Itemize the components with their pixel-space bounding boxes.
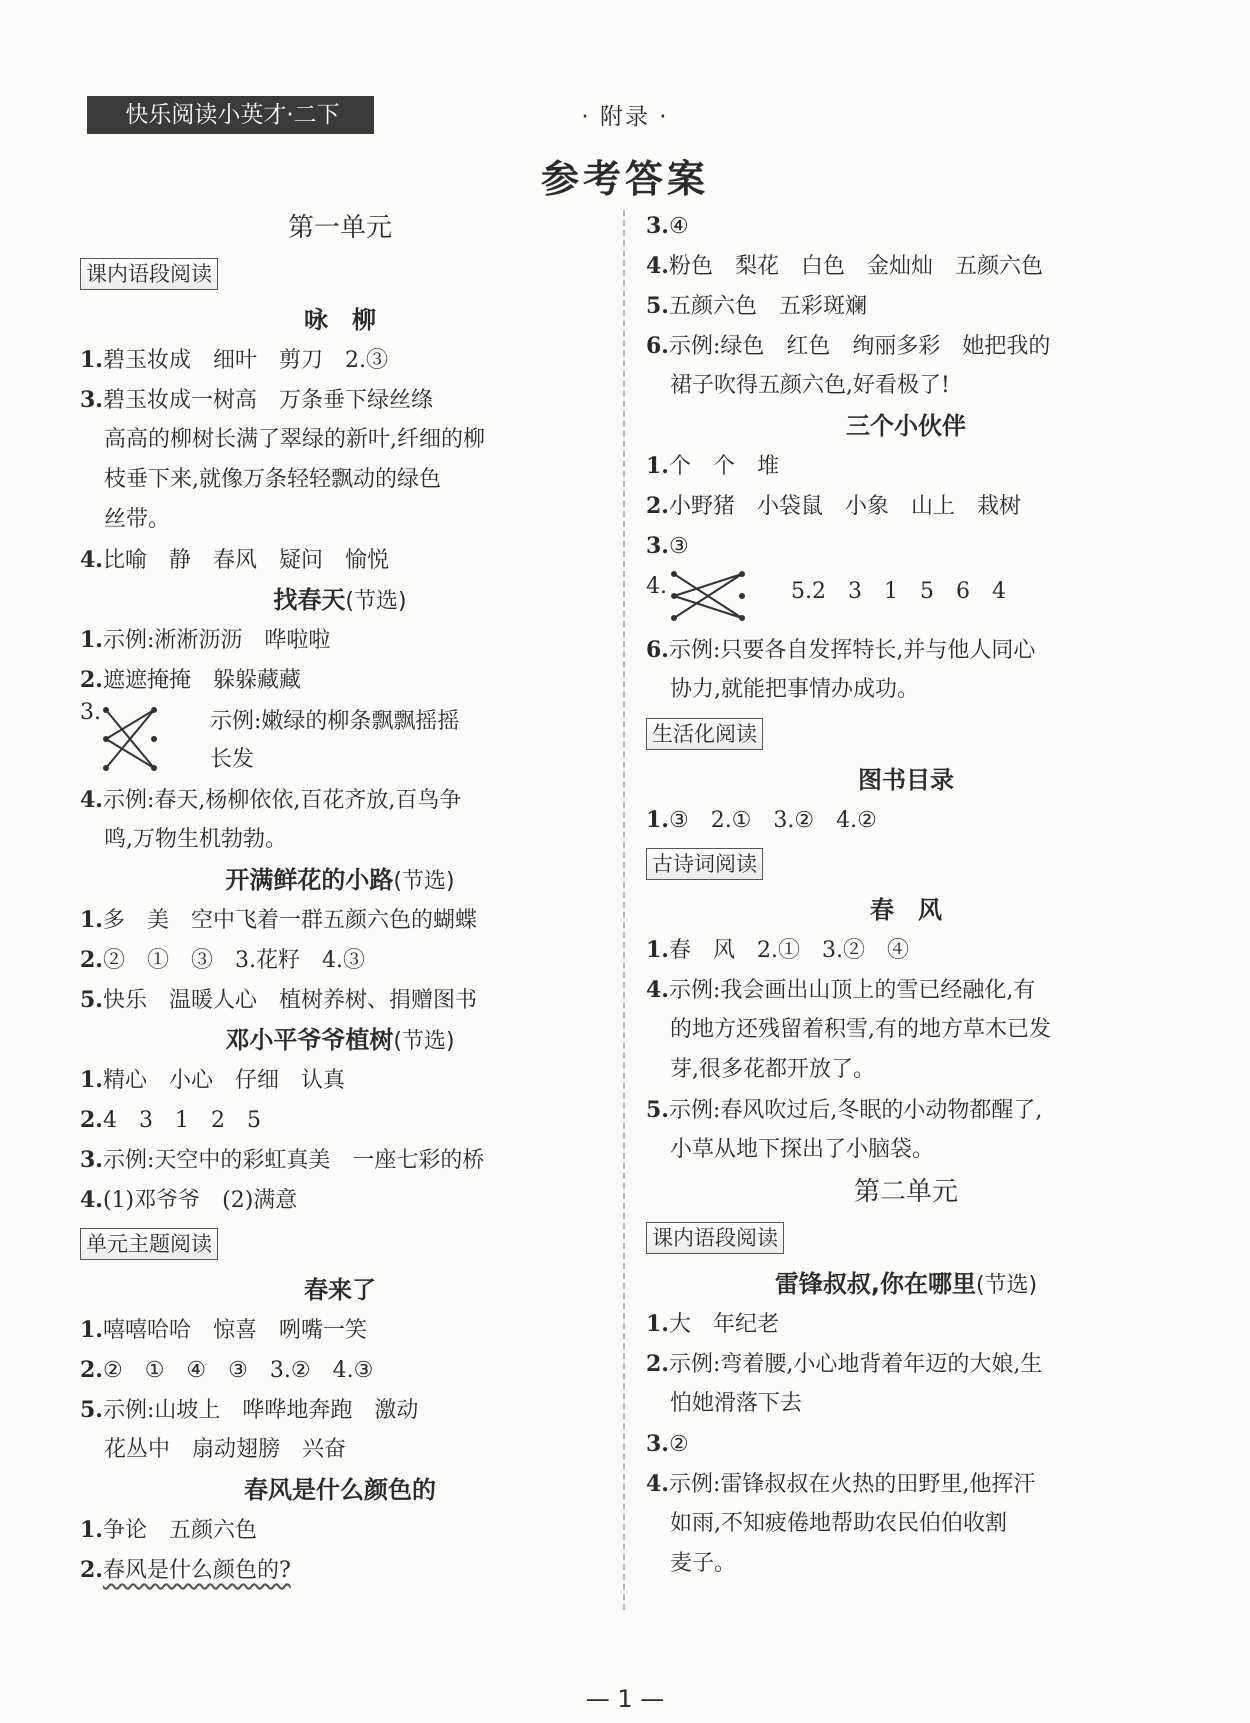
article-title <box>80 300 600 340</box>
answer-text: 粉色 梨花 白色 金灿灿 五颜六色 <box>668 254 1043 279</box>
column-divider <box>623 210 625 1610</box>
article-title <box>80 1470 600 1510</box>
answer-item <box>80 660 600 700</box>
section-label-text: 课内语段阅读 <box>80 258 218 290</box>
answer-number: 2. <box>646 1351 669 1377</box>
article-title-text: 雷锋叔叔,你在哪里 <box>774 1270 976 1298</box>
answer-number: 2. <box>80 667 103 693</box>
answer-item <box>80 620 600 660</box>
answer-text: 示例:我会画出山顶上的雪已经融化,有 <box>668 978 1036 1003</box>
answer-item <box>80 700 600 780</box>
answer-continuation: 鸣,万物生机勃勃。 <box>104 827 287 852</box>
answer-continuation: 芽,很多花都开放了。 <box>670 1057 875 1082</box>
answer-text: ④ <box>668 214 689 239</box>
section-label-text: 生活化阅读 <box>646 718 763 750</box>
answer-item <box>80 1550 600 1590</box>
answer-item <box>80 1140 600 1180</box>
article-title-text: 春来了 <box>304 1276 376 1304</box>
answer-number: 1. <box>80 1067 103 1093</box>
answer-item <box>80 1310 600 1350</box>
answer-number: 1. <box>80 627 103 653</box>
matching-lines-icon <box>100 704 160 774</box>
answer-item <box>80 1100 600 1140</box>
answer-item <box>80 780 600 820</box>
matching-lines-icon <box>668 568 748 624</box>
answer-number: 1. <box>646 453 669 479</box>
answer-text: 争论 五颜六色 <box>102 1518 257 1543</box>
answer-number: 1. <box>80 347 103 373</box>
section-label <box>646 1214 1166 1264</box>
section-label-text: 课内语段阅读 <box>646 1222 784 1254</box>
answer-item <box>646 1090 1166 1130</box>
article-title <box>80 1020 600 1060</box>
article-title-note: (节选) <box>975 1273 1038 1298</box>
article-title <box>646 890 1166 930</box>
answer-item <box>80 980 600 1020</box>
answer-text: 5.2 3 1 5 6 4 <box>791 579 1006 604</box>
article-title-text: 图书目录 <box>858 766 954 794</box>
article-title-text: 咏 柳 <box>304 306 376 334</box>
answer-number: 3. <box>80 700 101 725</box>
answer-text: 春 风 2.① 3.② ④ <box>668 938 909 963</box>
answer-number: 5. <box>80 1397 103 1423</box>
answer-number: 1. <box>646 1311 669 1337</box>
answer-text: 大 年纪老 <box>668 1312 779 1337</box>
article-title-note: (节选) <box>393 1029 455 1054</box>
answer-item <box>80 340 600 380</box>
answer-item <box>646 286 1166 326</box>
answer-item <box>646 630 1166 670</box>
answer-item <box>646 326 1166 366</box>
answer-text: ② <box>668 1432 689 1457</box>
article-title-text: 春风是什么颜色的 <box>244 1476 436 1504</box>
article-title-note: (节选) <box>393 869 455 894</box>
answer-item <box>646 486 1166 526</box>
answer-item <box>80 1180 600 1220</box>
left-column <box>80 206 600 1590</box>
answer-number: 6. <box>646 333 669 359</box>
section-label-text: 单元主题阅读 <box>80 1228 218 1260</box>
section-label <box>646 840 1166 890</box>
answer-number: 1. <box>80 1317 103 1343</box>
answer-item <box>646 1464 1166 1504</box>
answer-text: 4 3 1 2 5 <box>102 1108 261 1133</box>
answer-item <box>80 900 600 940</box>
answer-number: 4. <box>80 1187 103 1213</box>
page-number: — 1 — <box>585 1685 665 1713</box>
answer-text: 个 个 堆 <box>668 454 779 479</box>
answer-number: 2. <box>80 1357 103 1383</box>
answer-item <box>646 970 1166 1010</box>
answer-number: 5. <box>80 987 103 1013</box>
answer-number: 4. <box>646 574 667 599</box>
article-title-text: 春 风 <box>870 896 942 924</box>
answer-number: 2. <box>80 947 103 973</box>
article-title-text: 开满鲜花的小路 <box>225 866 394 894</box>
right-column <box>646 206 1166 1584</box>
answer-text: 示例:春风吹过后,冬眠的小动物都醒了, <box>668 1098 1043 1123</box>
answer-text: 精心 小心 仔细 认真 <box>102 1068 345 1093</box>
answer-number: 4. <box>646 253 669 279</box>
answer-item <box>646 446 1166 486</box>
answer-continuation: 高高的柳树长满了翠绿的新叶,纤细的柳 <box>104 427 485 452</box>
answer-text: 示例:天空中的彩虹真美 一座七彩的桥 <box>102 1148 485 1173</box>
appendix-label: · 附录 · <box>581 104 669 130</box>
page-title: 参考答案 <box>540 157 709 201</box>
answer-number: 2. <box>646 493 669 519</box>
answer-text: 嘻嘻哈哈 惊喜 咧嘴一笑 <box>102 1318 367 1343</box>
answer-number: 2. <box>80 1107 103 1133</box>
answer-number: 3. <box>80 387 103 413</box>
answer-number: 3. <box>80 1147 103 1173</box>
answer-number: 2. <box>80 1557 103 1583</box>
answer-item <box>646 246 1166 286</box>
answer-number: 5. <box>646 293 669 319</box>
answer-text: 示例:雷锋叔叔在火热的田野里,他挥汗 <box>668 1472 1036 1497</box>
answer-item <box>80 1390 600 1430</box>
answer-text: 碧玉妆成一树高 万条垂下绿丝绦 <box>102 388 433 413</box>
answer-number: 3. <box>646 533 669 559</box>
unit-heading: 第二单元 <box>853 1177 958 1207</box>
answer-text: 示例:绿色 红色 绚丽多彩 她把我的 <box>668 334 1051 359</box>
answer-text: 示例:淅淅沥沥 哗啦啦 <box>102 628 331 653</box>
answer-text: ③ <box>668 534 689 559</box>
answer-continuation: 小草从地下探出了小脑袋。 <box>670 1137 935 1162</box>
answer-text: 示例:只要各自发挥特长,并与他人同心 <box>668 638 1036 663</box>
article-title <box>646 406 1166 446</box>
answer-continuation: 麦子。 <box>670 1551 737 1576</box>
answer-number: 3. <box>646 213 669 239</box>
answer-text: 碧玉妆成 细叶 剪刀 2.③ <box>102 348 388 373</box>
answer-text: 示例:嫩绿的柳条飘飘摇摇 <box>210 709 460 734</box>
answer-text: ② ① ④ ③ 3.② 4.③ <box>102 1358 374 1383</box>
answer-item <box>80 1510 600 1550</box>
article-title-text: 找春天 <box>273 586 346 614</box>
answer-number: 4. <box>80 547 103 573</box>
answer-number: 4. <box>646 977 669 1003</box>
answer-text: 比喻 静 春风 疑问 愉悦 <box>102 548 389 573</box>
answer-item <box>646 1344 1166 1384</box>
answer-number: 1. <box>646 807 669 833</box>
answer-item <box>80 540 600 580</box>
answer-text: 小野猪 小袋鼠 小象 山上 栽树 <box>668 494 1021 519</box>
section-label-text: 古诗词阅读 <box>646 848 763 880</box>
answer-number: 1. <box>80 907 103 933</box>
answer-text: 五颜六色 五彩斑斓 <box>668 294 867 319</box>
answer-continuation: 裙子吹得五颜六色,好看极了! <box>670 373 950 398</box>
article-title <box>80 580 600 620</box>
answer-text: ② ① ③ 3.花籽 4.③ <box>102 948 365 973</box>
answer-item <box>646 930 1166 970</box>
answer-text: ③ 2.① 3.② 4.② <box>668 808 877 833</box>
answer-number: 5. <box>646 1097 669 1123</box>
answer-text: 遮遮掩掩 躲躲藏藏 <box>102 668 301 693</box>
article-title-text: 三个小伙伴 <box>846 412 966 440</box>
answer-text: 示例:山坡上 哗哗地奔跑 激动 <box>102 1398 419 1423</box>
answer-item <box>646 1424 1166 1464</box>
answer-item <box>646 526 1166 566</box>
answer-item <box>80 380 600 420</box>
article-title <box>646 1264 1166 1304</box>
answer-continuation: 花丛中 扇动翅膀 兴奋 <box>104 1437 347 1462</box>
answer-continuation: 怕她滑落下去 <box>670 1391 803 1416</box>
answer-item <box>646 206 1166 246</box>
answer-number: 1. <box>646 937 669 963</box>
answer-number: 4. <box>80 787 103 813</box>
section-label <box>80 250 600 300</box>
answer-text: 长发 <box>210 747 255 772</box>
article-title <box>80 860 600 900</box>
answer-continuation: 协力,就能把事情办成功。 <box>670 677 919 702</box>
answer-continuation: 的地方还残留着积雪,有的地方草木已发 <box>670 1017 1051 1042</box>
answer-text: 示例:春天,杨柳依依,百花齐放,百鸟争 <box>102 788 462 813</box>
answer-number: 6. <box>646 637 669 663</box>
answer-continuation: 丝带。 <box>104 507 171 532</box>
answer-number: 4. <box>646 1471 669 1497</box>
article-title <box>646 760 1166 800</box>
answer-text: 春风是什么颜色的? <box>102 1558 291 1583</box>
answer-text: 多 美 空中飞着一群五颜六色的蝴蝶 <box>102 908 477 933</box>
answer-item <box>646 1304 1166 1344</box>
article-title <box>80 1270 600 1310</box>
answer-text: 快乐 温暖人心 植树养树、捐赠图书 <box>102 988 477 1013</box>
answer-item <box>646 800 1166 840</box>
section-label <box>646 710 1166 760</box>
section-label <box>80 1220 600 1270</box>
answer-continuation: 如雨,不知疲倦地帮助农民伯伯收割 <box>670 1511 1007 1536</box>
answer-item <box>646 566 1166 630</box>
series-tag: 快乐阅读小英才·二下 <box>87 96 374 134</box>
answer-number: 3. <box>646 1431 669 1457</box>
article-title-note: (节选) <box>345 589 407 614</box>
answer-item <box>80 940 600 980</box>
answer-continuation: 枝垂下来,就像万条轻轻飘动的绿色 <box>104 467 441 492</box>
answer-item <box>80 1060 600 1100</box>
article-title-text: 邓小平爷爷植树 <box>225 1026 394 1054</box>
answer-text: 示例:弯着腰,小心地背着年迈的大娘,生 <box>668 1352 1043 1377</box>
answer-number: 1. <box>80 1517 103 1543</box>
answer-item <box>80 1350 600 1390</box>
unit-heading: 第一单元 <box>287 213 392 243</box>
answer-text: (1)邓爷爷 (2)满意 <box>102 1188 298 1213</box>
